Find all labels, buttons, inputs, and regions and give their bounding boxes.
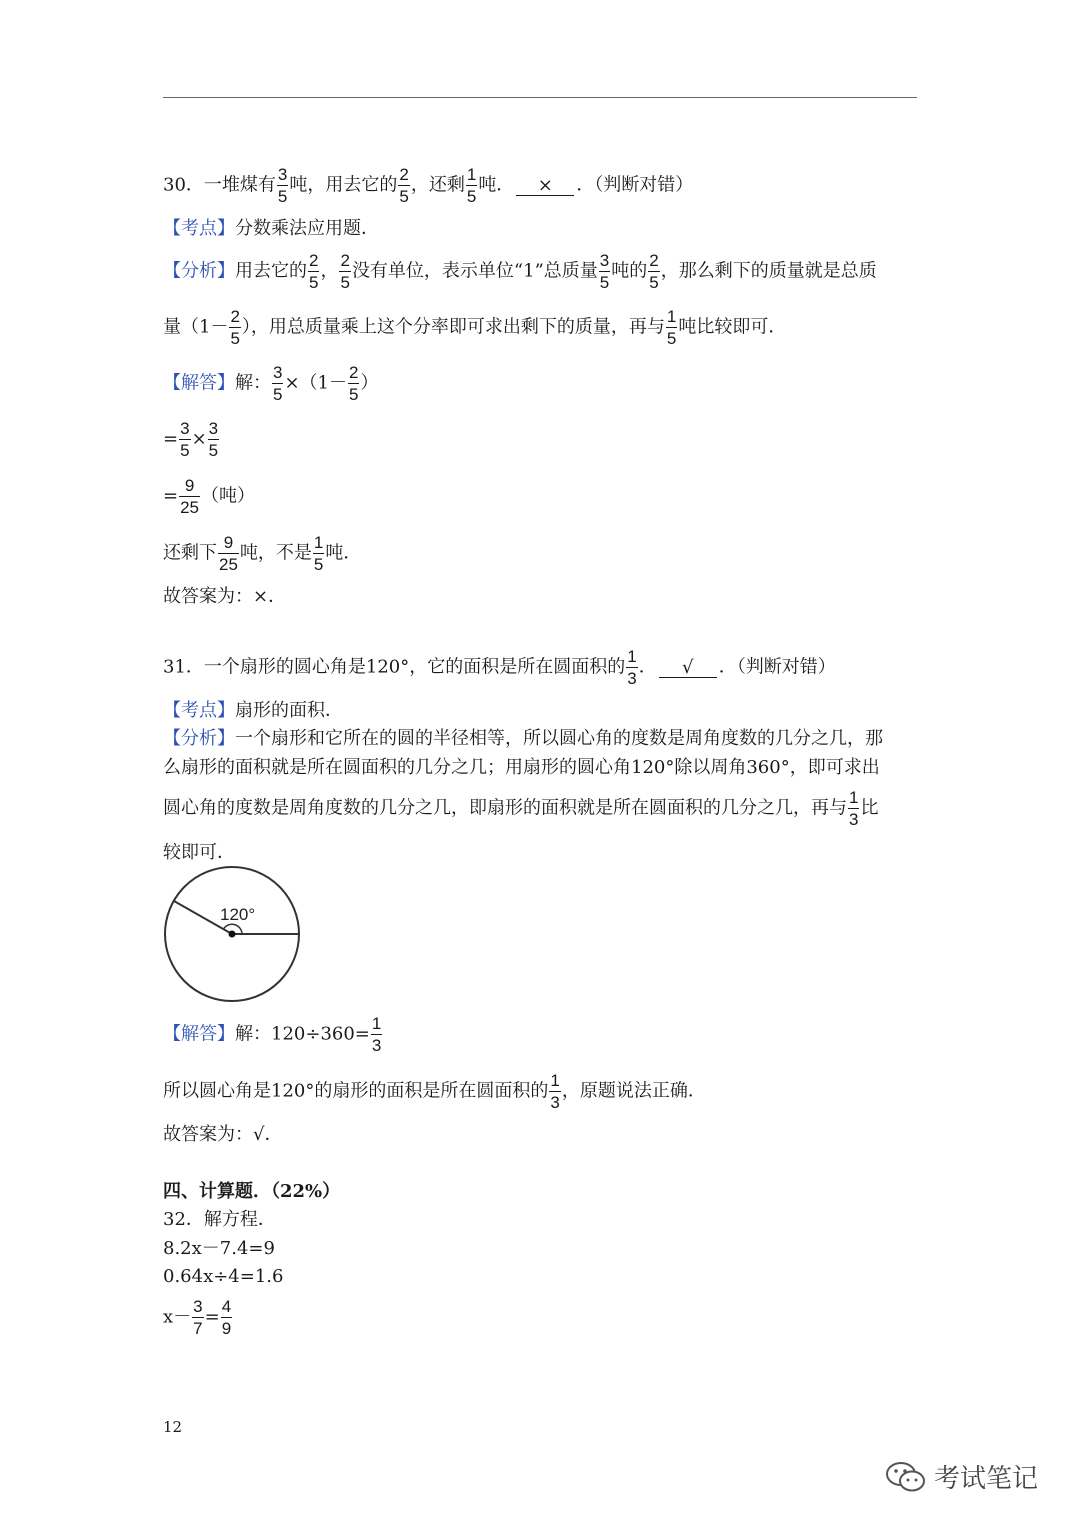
q31-jieda: 【解答】解：120÷360= $\frac{1}{3}$	[163, 1014, 382, 1055]
fraction: $\frac{1}{3}$	[550, 1071, 560, 1112]
q31-result: 所以圆心角是120°的扇形的面积是所在圆面积的 $\frac{1}{3}$ ，原题说法正确．	[163, 1071, 706, 1112]
angle-label: 120°	[220, 905, 256, 924]
fraction: $\frac{9}{25}$	[219, 533, 238, 574]
sector-circle-diagram	[160, 862, 310, 1010]
fraction: $\frac{2}{5}$	[349, 363, 359, 404]
fraction: $\frac{3}{5}$	[208, 419, 219, 460]
fraction: $\frac{1}{5}$	[666, 307, 677, 348]
q30-kaodian: 【考点】分数乘法应用题．	[163, 218, 379, 239]
watermark	[884, 1458, 1038, 1495]
q30-result: 还剩下 $\frac{9}{25}$ 吨，不是 $\frac{1}{5}$ 吨．	[163, 533, 362, 574]
equation-3: x－ $\frac{3}{7}$ = $\frac{4}{9}$	[163, 1297, 232, 1338]
fraction: $\frac{1}{3}$	[849, 788, 859, 829]
q30-question: 30．一堆煤有 $\frac{3}{5}$ 吨，用去它的 $\frac{2}{5}$ ，还剩 $\frac{1}{5}$ 吨． × ．（判断对错）	[163, 165, 694, 206]
q31-fenxi-line4: 较即可．	[163, 842, 235, 863]
fraction: $\frac{3}{7}$	[193, 1297, 203, 1338]
fraction: $\frac{3}{5}$	[277, 165, 288, 206]
watermark-text: 考试笔记	[934, 1464, 1039, 1494]
answer-blank: √	[659, 658, 717, 679]
q30-final: 故答案为：×．	[163, 586, 287, 607]
q31-fenxi-line3: 圆心角的度数是周角度数的几分之几，即扇形的面积就是所在圆面积的几分之几，再与 $\frac{1}{3}$ 比	[163, 788, 879, 829]
answer-blank: ×	[516, 176, 574, 197]
q31-fenxi-line1: 【分析】一个扇形和它所在的圆的半径相等，所以圆心角的度数是周角度数的几分之几，那	[163, 728, 883, 749]
q31-fenxi-line2: 么扇形的面积就是所在圆面积的几分之几；用扇形的圆心角120°除以周角360°，即可求出	[163, 757, 880, 778]
equation-1: 8.2x－7.4=9	[163, 1238, 275, 1259]
header-rule	[163, 97, 917, 98]
q30-fenxi-line2: 量（1－ $\frac{2}{5}$ ），用总质量乘上这个分率即可求出剩下的质量，再与 $\frac{1}{5}$ 吨比较即可．	[163, 307, 787, 348]
q30-jieda: 【解答】解： $\frac{3}{5}$ ×（1－ $\frac{2}{5}$ ）	[163, 363, 379, 404]
fraction: $\frac{4}{9}$	[221, 1297, 232, 1338]
fraction: $\frac{2}{5}$	[649, 251, 659, 292]
q30-step1: = $\frac{3}{5}$ × $\frac{3}{5}$	[163, 419, 219, 460]
fraction: $\frac{1}{3}$	[371, 1014, 382, 1055]
q32-title: 32．解方程．	[163, 1209, 276, 1230]
q31-question: 31．一个扇形的圆心角是120°，它的面积是所在圆面积的 $\frac{1}{3}$ ． √ ．（判断对错）	[163, 647, 836, 688]
section4-title: 四、计算题．（22%）	[163, 1181, 341, 1202]
fraction: $\frac{9}{25}$	[180, 476, 200, 517]
center-point	[229, 931, 236, 938]
fraction: $\frac{3}{5}$	[599, 251, 610, 292]
q31-kaodian: 【考点】扇形的面积．	[163, 700, 343, 721]
fraction: $\frac{3}{5}$	[273, 363, 283, 404]
fraction: $\frac{1}{3}$	[627, 647, 637, 688]
fraction: $\frac{2}{5}$	[230, 307, 240, 348]
fraction: $\frac{3}{5}$	[180, 419, 190, 460]
q30-step2: = $\frac{9}{25}$ （吨）	[163, 476, 256, 517]
q31-final: 故答案为：√．	[163, 1124, 283, 1145]
fraction: $\frac{2}{5}$	[399, 165, 409, 206]
fraction: $\frac{1}{5}$	[466, 165, 477, 206]
wechat-icon	[884, 1459, 928, 1495]
page-number: 12	[163, 1418, 183, 1436]
equation-2: 0.64x÷4=1.6	[163, 1266, 284, 1287]
fraction: $\frac{2}{5}$	[340, 251, 350, 292]
fraction: $\frac{1}{5}$	[313, 533, 324, 574]
fraction: $\frac{2}{5}$	[309, 251, 319, 292]
q30-fenxi-line1: 【分析】用去它的 $\frac{2}{5}$ ， $\frac{2}{5}$ 没有单位，表示单位“1”总质量 $\frac{3}{5}$ 吨的 $\frac{2}{5}$ ，那么剩下的质量就是总质	[163, 251, 877, 292]
